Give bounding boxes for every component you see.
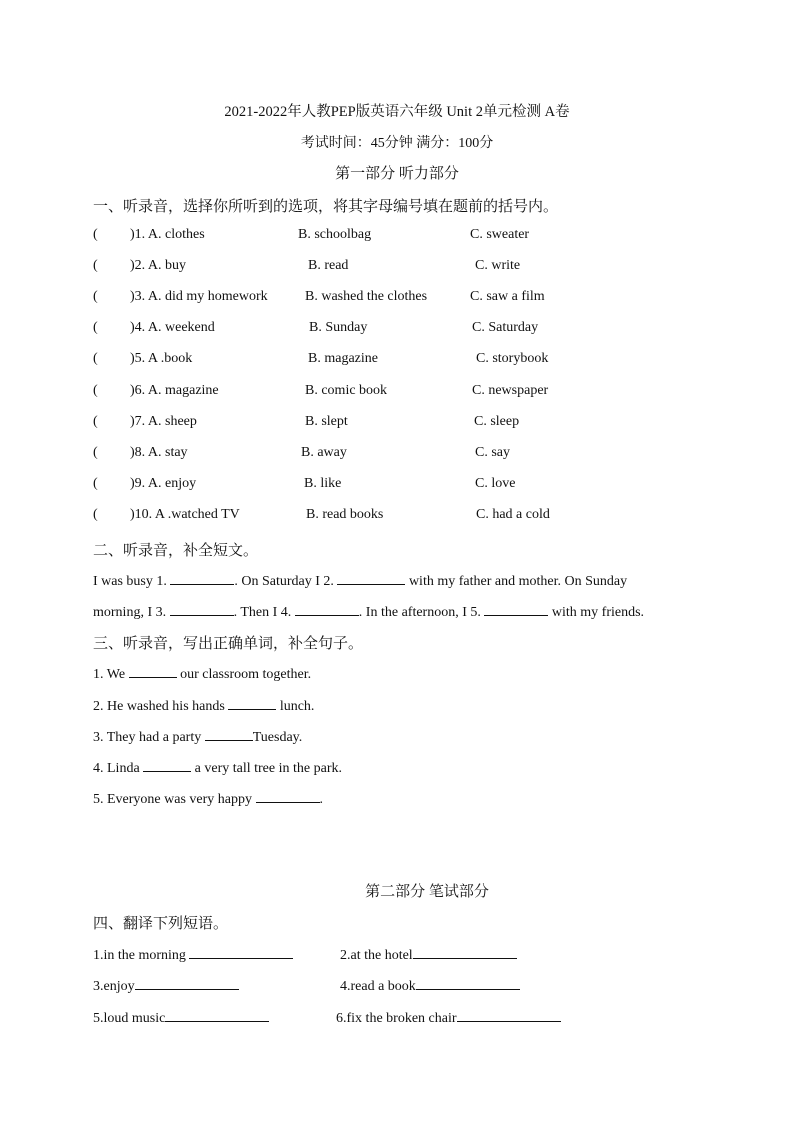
option-c: C. saw a film: [470, 289, 545, 304]
option-b: B. like: [304, 476, 342, 491]
option-b: B. away: [301, 445, 347, 460]
question-row: [93, 351, 733, 371]
section3-item-text: Tuesday.: [252, 730, 303, 745]
question-row: [93, 320, 733, 340]
section1-heading: 一、听录音，选择你所听到的选项，将其字母编号填在题前的括号内。: [93, 199, 559, 215]
answer-bracket[interactable]: (: [93, 351, 98, 366]
option-c: C. Saturday: [472, 320, 539, 335]
option-a: )8. A. stay: [130, 445, 188, 460]
section3-item-1: [93, 663, 311, 683]
section3-item-text: 5. Everyone was very happy: [93, 792, 256, 807]
blank-3[interactable]: [170, 601, 234, 616]
section3-item-3: [93, 726, 302, 746]
section3-item-5: [93, 788, 323, 808]
option-a: )10. A .watched TV: [130, 507, 240, 522]
option-b: B. read books: [306, 507, 384, 522]
answer-bracket[interactable]: (: [93, 227, 98, 242]
section2-line2-text2: . Then I 4.: [233, 605, 295, 620]
question-row: [93, 476, 733, 496]
option-b: B. read: [308, 258, 349, 273]
question-row: [93, 414, 733, 434]
answer-bracket[interactable]: (: [93, 476, 98, 491]
answer-bracket[interactable]: (: [93, 383, 98, 398]
exam-title: 2021-2022年人教PEP版英语六年级 Unit 2单元检测 A卷: [224, 104, 570, 120]
option-c: C. had a cold: [476, 507, 550, 522]
part2-title: 第二部分 笔试部分: [365, 884, 489, 900]
option-b: B. magazine: [308, 351, 378, 366]
option-b: B. washed the clothes: [305, 289, 428, 304]
section2-line2-text4: with my friends.: [548, 605, 645, 620]
question-row: [93, 258, 733, 278]
option-a: )1. A. clothes: [130, 227, 205, 242]
exam-subtitle: 考试时间：45分钟 满分：100分: [300, 136, 494, 151]
section3-item-text: 4. Linda: [93, 761, 144, 776]
translate-blank-5[interactable]: [165, 1007, 269, 1022]
section3-item-4: [93, 757, 342, 777]
section3-item-text: a very tall tree in the park.: [191, 761, 342, 776]
option-c: C. say: [475, 445, 510, 460]
option-a: )3. A. did my homework: [130, 289, 268, 304]
section3-heading: 三、听录音，写出正确单词，补全句子。: [93, 636, 364, 652]
question-row: [93, 507, 733, 527]
option-b: B. slept: [305, 414, 348, 429]
section2-line2: [93, 601, 644, 621]
translate-item-2: [340, 944, 517, 964]
answer-bracket[interactable]: (: [93, 258, 98, 273]
option-a: )2. A. buy: [130, 258, 186, 273]
option-a: )7. A. sheep: [130, 414, 197, 429]
option-c: C. sleep: [474, 414, 520, 429]
section3-item-text: lunch.: [276, 699, 315, 714]
section4-heading: 四、翻译下列短语。: [93, 916, 229, 932]
section3-item-text: .: [319, 792, 324, 807]
option-b: B. comic book: [305, 383, 388, 398]
section3-blank-2[interactable]: [228, 695, 276, 710]
answer-bracket[interactable]: (: [93, 414, 98, 429]
question-row: [93, 383, 733, 403]
translate-item-1: [93, 944, 293, 964]
option-a: )9. A. enjoy: [130, 476, 197, 491]
section2-line2-text1: morning, I 3.: [93, 605, 170, 620]
section2-line1-text2: . On Saturday I 2.: [234, 574, 338, 589]
section2-line2-text3: . In the afternoon, I 5.: [358, 605, 485, 620]
section2-line1-text3: with my father and mother. On Sunday: [405, 574, 628, 589]
answer-bracket[interactable]: (: [93, 289, 98, 304]
section3-blank-4[interactable]: [143, 757, 191, 772]
translate-item-label: 1.in the morning: [93, 948, 190, 963]
translate-item-5: [93, 1007, 269, 1027]
option-a: )4. A. weekend: [130, 320, 215, 335]
question-row: [93, 445, 733, 465]
section3-item-text: 2. He washed his hands: [93, 699, 229, 714]
option-c: C. write: [475, 258, 521, 273]
option-c: C. love: [475, 476, 516, 491]
translate-item-3: [93, 975, 239, 995]
option-c: C. newspaper: [472, 383, 549, 398]
translate-item-label: 5.loud music: [93, 1011, 166, 1026]
translate-item-label: 6.fix the broken chair: [336, 1011, 457, 1026]
translate-blank-4[interactable]: [416, 975, 520, 990]
section3-item-text: 1. We: [93, 667, 129, 682]
translate-blank-3[interactable]: [135, 975, 239, 990]
section2-line1: [93, 570, 627, 590]
option-b: B. Sunday: [309, 320, 368, 335]
section2-heading: 二、听录音，补全短文。: [93, 543, 259, 559]
blank-1[interactable]: [170, 570, 234, 585]
blank-4[interactable]: [295, 601, 359, 616]
translate-item-label: 2.at the hotel: [340, 948, 413, 963]
translate-item-label: 3.enjoy: [93, 979, 135, 994]
option-a: )6. A. magazine: [130, 383, 219, 398]
section3-item-2: [93, 695, 314, 715]
section3-item-text: 3. They had a party: [93, 730, 205, 745]
option-c: C. storybook: [476, 351, 549, 366]
translate-blank-6[interactable]: [457, 1007, 561, 1022]
section2-line1-text1: I was busy 1.: [93, 574, 171, 589]
option-a: )5. A .book: [130, 351, 193, 366]
translate-item-label: 4.read a book: [340, 979, 416, 994]
option-b: B. schoolbag: [298, 227, 372, 242]
translate-blank-1[interactable]: [189, 944, 293, 959]
section3-blank-3[interactable]: [205, 726, 253, 741]
section3-blank-1[interactable]: [129, 663, 177, 678]
option-c: C. sweater: [470, 227, 530, 242]
section3-blank-5[interactable]: [256, 788, 320, 803]
question-row: [93, 289, 733, 309]
blank-2[interactable]: [337, 570, 405, 585]
answer-bracket[interactable]: (: [93, 445, 98, 460]
translate-item-6: [336, 1007, 561, 1027]
question-row: [93, 227, 733, 247]
part1-title: 第一部分 听力部分: [335, 166, 459, 182]
translate-item-4: [340, 975, 520, 995]
section3-item-text: our classroom together.: [176, 667, 312, 682]
translate-blank-2[interactable]: [413, 944, 517, 959]
blank-5[interactable]: [484, 601, 548, 616]
answer-bracket[interactable]: (: [93, 320, 98, 335]
answer-bracket[interactable]: (: [93, 507, 98, 522]
